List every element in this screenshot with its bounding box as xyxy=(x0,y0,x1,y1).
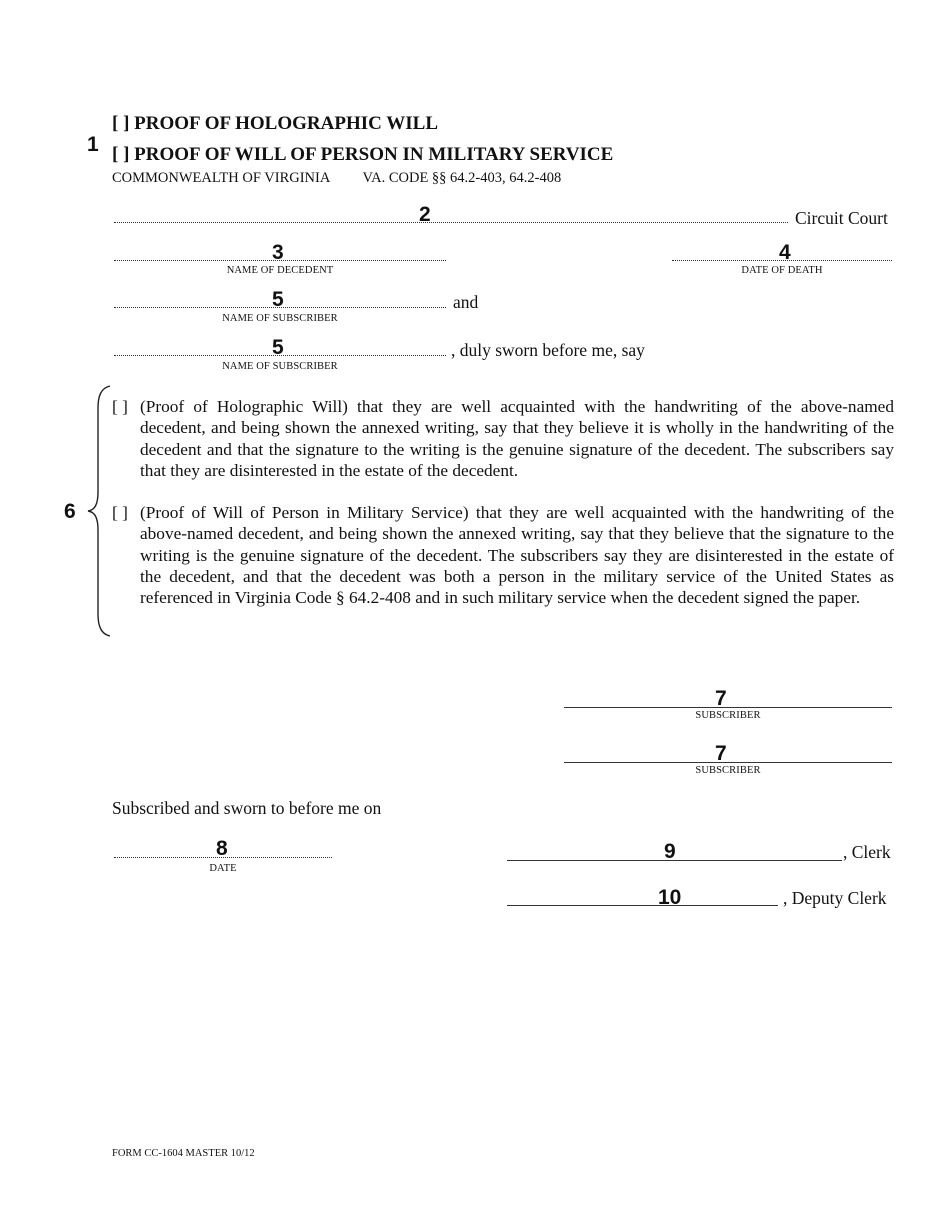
military-will-option[interactable] xyxy=(112,145,613,164)
subscriber-2-suffix: , duly sworn before me, say xyxy=(451,340,645,360)
decedent-caption: NAME OF DECEDENT xyxy=(226,265,334,276)
title-military-will: PROOF OF WILL OF PERSON IN MILITARY SERVICE xyxy=(134,144,614,165)
circuit-court-field[interactable] xyxy=(114,222,788,223)
statement-military-text: (Proof of Will of Person in Military Service) that they are well acquainted with the handwriting of the above-named decedent, and being shown the annexed writing, say that they believe that the signature to the writing is the genuine signature of the decedent. The subscribers say they are disinterested in the estate of the decedent, and that the decedent was both a person in the military service of the United States as referenced in Virginia Code § 64.2-408 and in such military service when the decedent signed the paper. xyxy=(140,503,894,608)
circuit-court-label: Circuit Court xyxy=(795,208,888,228)
field-marker-6: 6 xyxy=(64,500,76,523)
deputy-clerk-signature-field[interactable] xyxy=(507,905,778,906)
date-of-death-caption: DATE OF DEATH xyxy=(741,265,823,276)
field-marker-10: 10 xyxy=(658,886,682,909)
jurat-text: Subscribed and sworn to before me on xyxy=(112,798,382,818)
curly-brace-icon xyxy=(84,384,114,638)
checkbox-holographic-statement[interactable]: [ ] xyxy=(112,397,128,416)
field-marker-1: 1 xyxy=(87,133,99,156)
subscriber-1-signature-field[interactable] xyxy=(564,707,892,708)
field-marker-2: 2 xyxy=(419,203,431,226)
field-marker-7a: 7 xyxy=(715,687,727,710)
title-holographic-will: PROOF OF HOLOGRAPHIC WILL xyxy=(134,113,438,134)
jurisdiction: COMMONWEALTH OF VIRGINIA xyxy=(112,170,330,186)
holographic-will-option[interactable] xyxy=(112,114,438,133)
statement-military xyxy=(112,502,894,608)
subscriber-2-signature-field[interactable] xyxy=(564,762,892,763)
subscriber-1-caption: NAME OF SUBSCRIBER xyxy=(222,313,338,324)
field-marker-3: 3 xyxy=(272,241,284,264)
statement-holographic-text: (Proof of Holographic Will) that they are well acquainted with the handwriting of the above-named decedent, and being shown the annexed writing, say that they believe it is wholly in the handwriting of the decedent and that the signature to the writing is the genuine signature of the decedent. The subscribers say that they are disinterested in the estate of the decedent. xyxy=(140,397,894,480)
jurat-date-caption: DATE xyxy=(209,863,237,874)
field-marker-7b: 7 xyxy=(715,742,727,765)
checkbox-military-title[interactable]: [ ] xyxy=(112,144,130,165)
statement-holographic xyxy=(112,396,894,481)
deputy-clerk-label: , Deputy Clerk xyxy=(783,888,887,908)
field-marker-8: 8 xyxy=(216,837,228,860)
subscriber-2-caption: NAME OF SUBSCRIBER xyxy=(222,361,338,372)
field-marker-4: 4 xyxy=(779,241,791,264)
field-marker-5b: 5 xyxy=(272,336,284,359)
form-identifier: FORM CC-1604 MASTER 10/12 xyxy=(112,1148,255,1159)
jurisdiction-line xyxy=(112,171,561,186)
checkbox-holographic-title[interactable]: [ ] xyxy=(112,113,130,134)
field-marker-5a: 5 xyxy=(272,288,284,311)
checkbox-military-statement[interactable]: [ ] xyxy=(112,503,128,522)
subscriber-1-suffix: and xyxy=(453,292,479,312)
clerk-label: , Clerk xyxy=(843,842,891,862)
subscriber-2-signature-caption: SUBSCRIBER xyxy=(695,765,761,776)
field-marker-9: 9 xyxy=(664,840,676,863)
subscriber-1-signature-caption: SUBSCRIBER xyxy=(695,710,761,721)
code-reference: VA. CODE §§ 64.2-403, 64.2-408 xyxy=(362,170,562,186)
